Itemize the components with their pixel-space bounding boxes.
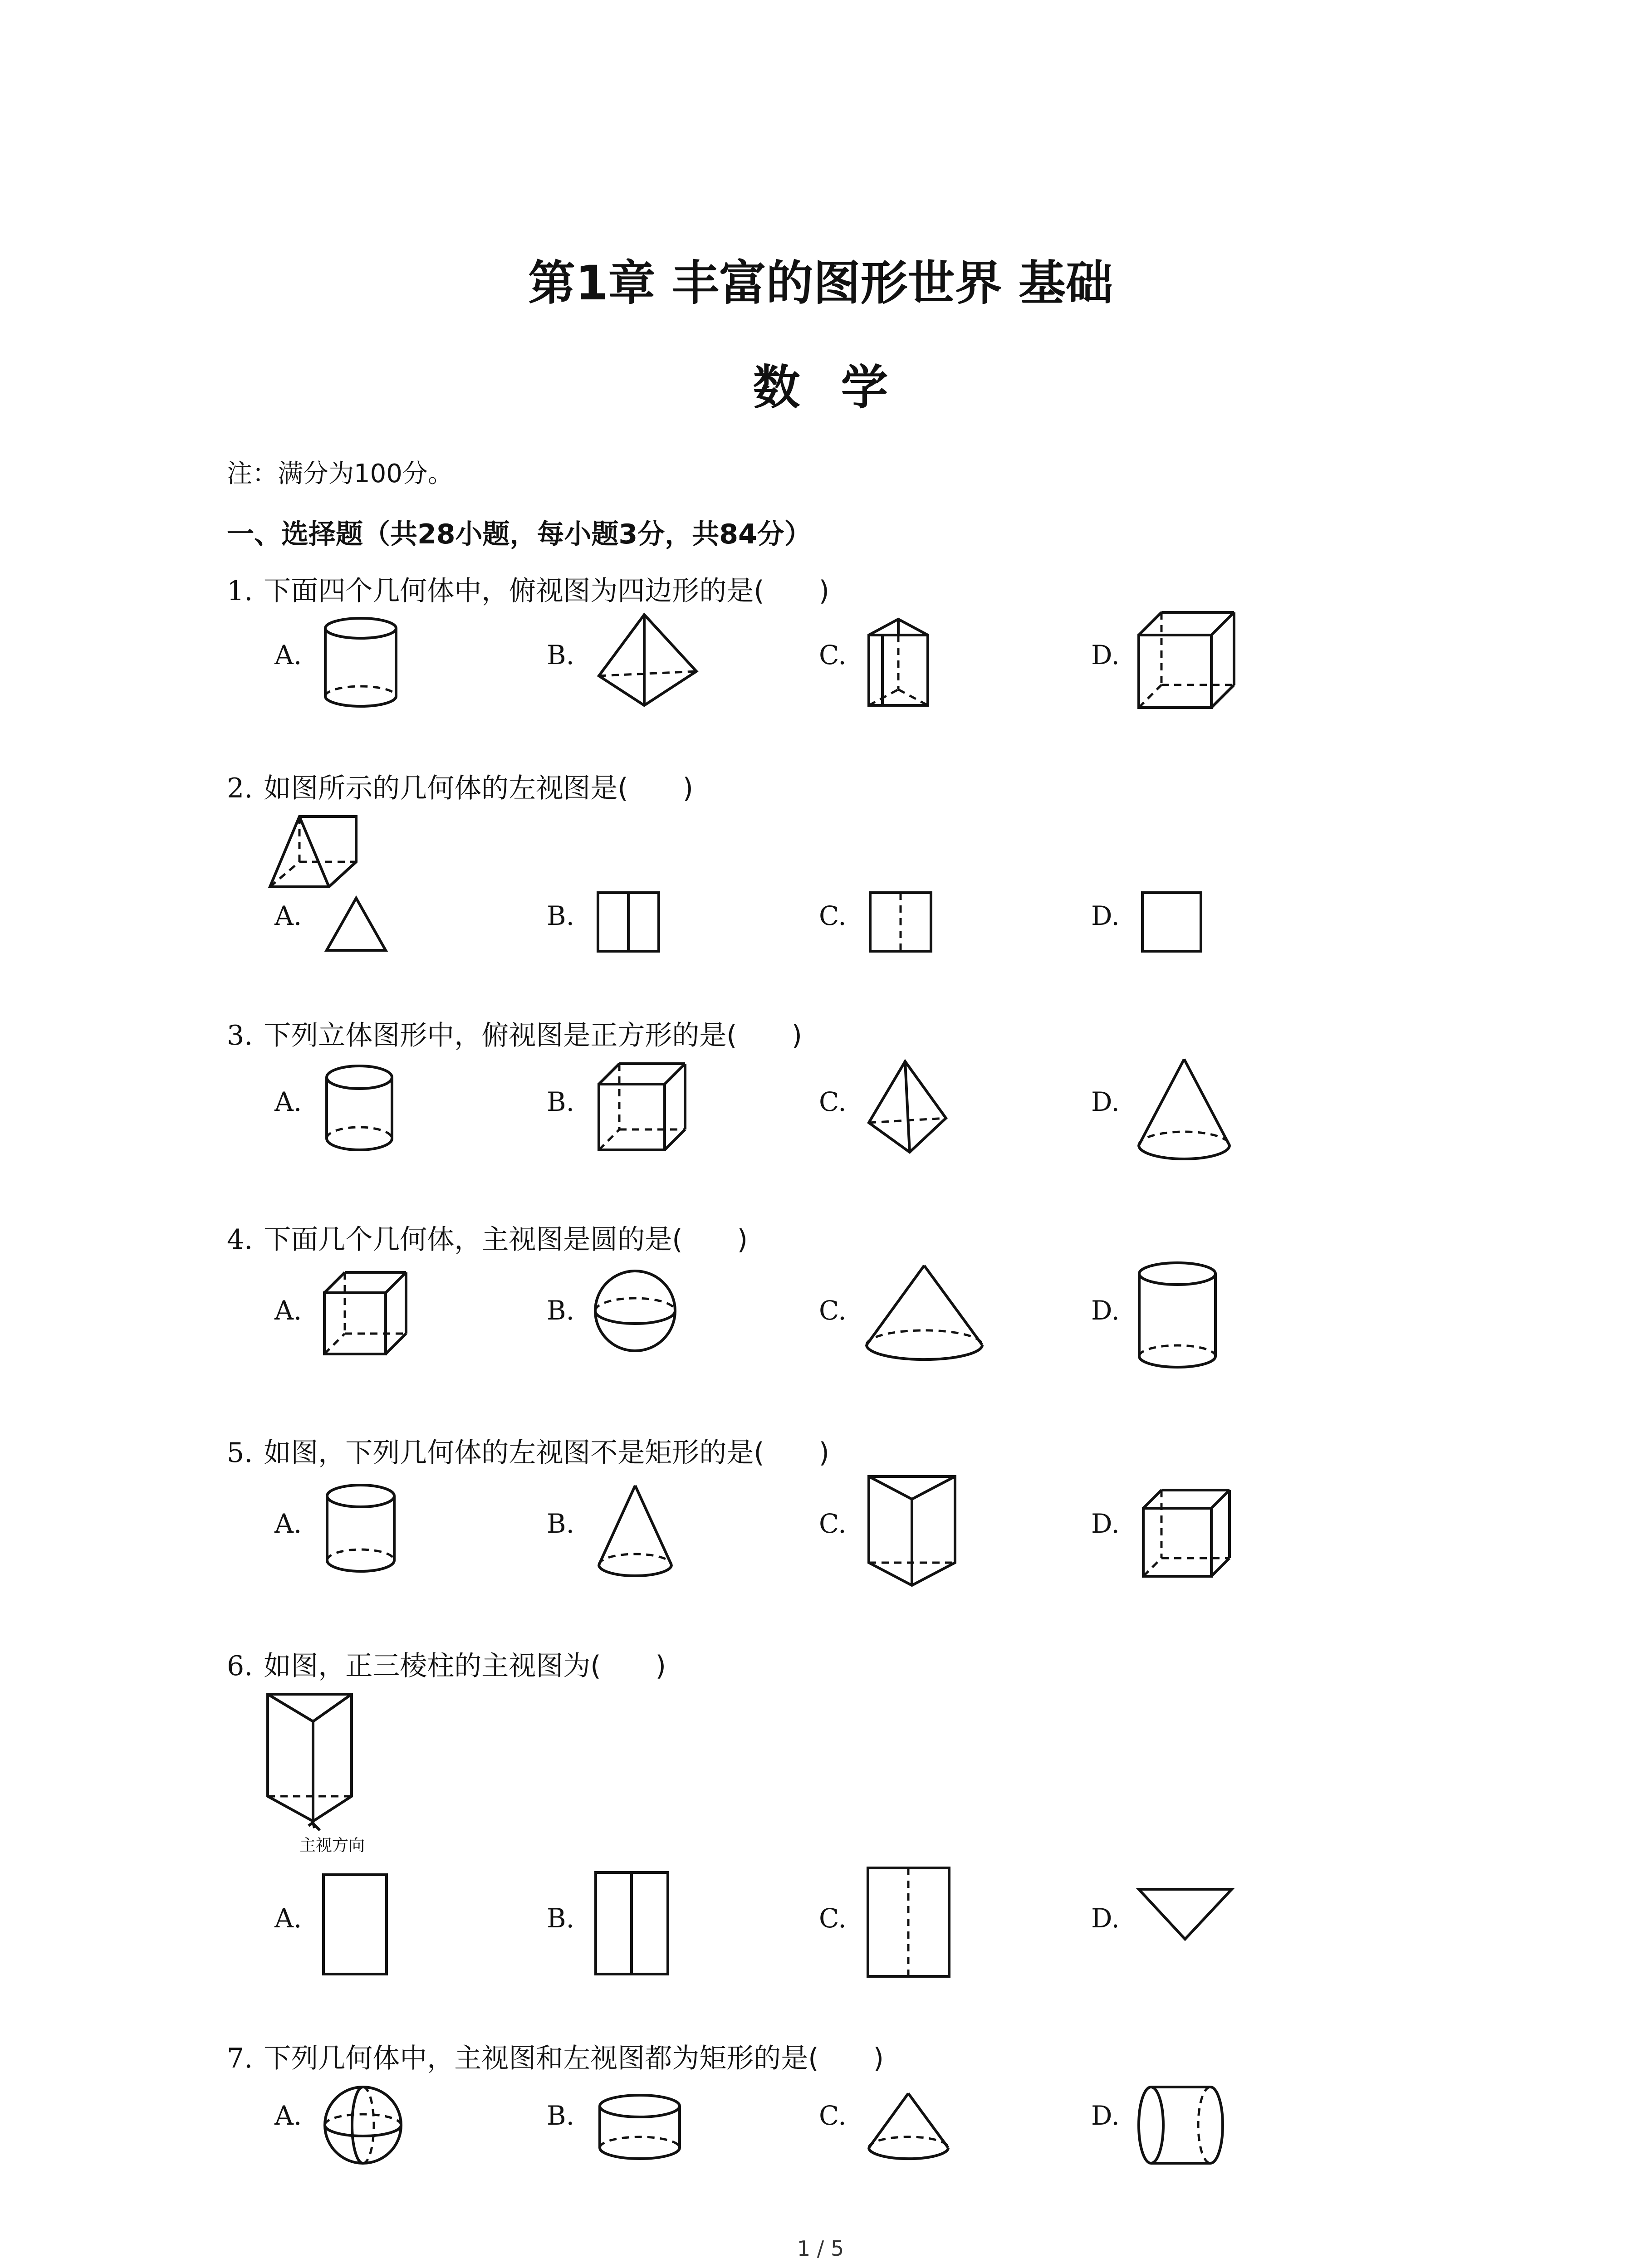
q7-option-d[interactable]: D. bbox=[1091, 2100, 1120, 2131]
page-number: 1 / 5 bbox=[797, 2236, 844, 2261]
question-5: 5. 如图，下列几何体的左视图不是矩形的是( ) bbox=[227, 1437, 830, 1469]
question-7: 7. 下列几何体中，主视图和左视图都为矩形的是( ) bbox=[227, 2043, 884, 2074]
q4-option-b[interactable]: B. bbox=[547, 1295, 575, 1326]
q3-option-c[interactable]: C. bbox=[819, 1086, 847, 1117]
q5-option-d[interactable]: D. bbox=[1091, 1508, 1120, 1539]
triangular-prism-figure bbox=[867, 617, 930, 708]
question-2-text: 如图所示的几何体的左视图是( ) bbox=[264, 772, 694, 804]
q6-rect-view bbox=[322, 1873, 388, 1975]
cylinder-figure bbox=[322, 617, 399, 708]
q5-cone-figure bbox=[597, 1483, 674, 1579]
q4-cone-figure bbox=[864, 1263, 985, 1363]
q6-option-b[interactable]: B. bbox=[547, 1903, 575, 1934]
q4-cube-figure bbox=[322, 1270, 408, 1356]
question-6-text: 如图，正三棱柱的主视图为( ) bbox=[264, 1650, 666, 1682]
rect-dashed-divider-view bbox=[869, 891, 932, 953]
q3-cylinder-figure bbox=[324, 1064, 395, 1152]
question-5-text: 如图，下列几何体的左视图不是矩形的是( ) bbox=[264, 1437, 830, 1469]
q5-option-c[interactable]: C. bbox=[819, 1508, 847, 1539]
question-4-text: 下面几个几何体，主视图是圆的是( ) bbox=[264, 1224, 748, 1256]
q1-option-b[interactable]: B. bbox=[547, 640, 575, 670]
q7-horizontal-cylinder-figure bbox=[1136, 2084, 1225, 2166]
cube-figure bbox=[1136, 610, 1236, 710]
question-2: 2. 如图所示的几何体的左视图是( ) bbox=[227, 772, 694, 804]
q2-option-c[interactable]: C. bbox=[819, 900, 847, 931]
question-6: 6. 如图，正三棱柱的主视图为( ) bbox=[227, 1650, 666, 1682]
question-3: 3. 下列立体图形中，俯视图是正方形的是( ) bbox=[227, 1020, 803, 1051]
q3-cone-figure bbox=[1136, 1057, 1232, 1161]
q5-cylinder-figure bbox=[324, 1483, 397, 1574]
question-7-text: 下列几何体中，主视图和左视图都为矩形的是( ) bbox=[264, 2043, 884, 2074]
q7-sphere-figure bbox=[322, 2084, 404, 2166]
q7-cone-figure bbox=[867, 2091, 950, 2164]
q2-option-a[interactable]: A. bbox=[274, 900, 302, 931]
question-1-text: 下面四个几何体中，俯视图为四边形的是( ) bbox=[264, 575, 830, 607]
score-note: 注：满分为100分。 bbox=[227, 459, 453, 489]
q5-cube-figure bbox=[1141, 1488, 1232, 1579]
q5-prism-figure bbox=[867, 1474, 957, 1588]
q7-option-a[interactable]: A. bbox=[274, 2100, 302, 2131]
q7-option-c[interactable]: C. bbox=[819, 2100, 847, 2131]
q3-cube-figure bbox=[597, 1061, 687, 1152]
section-heading: 一、选择题（共28小题，每小题3分，共84分） bbox=[227, 518, 812, 550]
q6-option-a[interactable]: A. bbox=[274, 1903, 302, 1934]
q4-option-a[interactable]: A. bbox=[274, 1295, 302, 1326]
q6-inverted-triangle-view bbox=[1136, 1887, 1234, 1941]
q6-prism-figure bbox=[265, 1692, 356, 1833]
q2-prism-figure bbox=[268, 814, 358, 891]
q4-option-c[interactable]: C. bbox=[819, 1295, 847, 1326]
q6-option-d[interactable]: D. bbox=[1091, 1903, 1120, 1934]
q4-cylinder-figure bbox=[1136, 1261, 1218, 1370]
triangle-view bbox=[324, 896, 388, 953]
document-subtitle: 数学 bbox=[753, 360, 929, 415]
q6-rect-dashed-divider-view bbox=[867, 1867, 950, 1978]
direction-label: 主视方向 bbox=[299, 1836, 365, 1855]
document-title: 第1章 丰富的图形世界 基础 bbox=[528, 255, 1113, 311]
q3-option-b[interactable]: B. bbox=[547, 1086, 575, 1117]
q4-sphere-figure bbox=[592, 1268, 678, 1354]
q4-option-d[interactable]: D. bbox=[1091, 1295, 1120, 1326]
q5-option-a[interactable]: A. bbox=[274, 1508, 302, 1539]
q3-pyramid-figure bbox=[867, 1059, 948, 1154]
question-3-text: 下列立体图形中，俯视图是正方形的是( ) bbox=[264, 1020, 803, 1051]
question-4: 4. 下面几个几何体，主视图是圆的是( ) bbox=[227, 1224, 748, 1256]
q6-option-c[interactable]: C. bbox=[819, 1903, 847, 1934]
q7-cylinder-figure bbox=[597, 2093, 683, 2161]
q3-option-a[interactable]: A. bbox=[274, 1086, 302, 1117]
tetrahedron-figure bbox=[594, 612, 699, 708]
q3-option-d[interactable]: D. bbox=[1091, 1086, 1120, 1117]
q1-option-a[interactable]: A. bbox=[274, 640, 302, 670]
q5-option-b[interactable]: B. bbox=[547, 1508, 575, 1539]
rect-solid-divider-view bbox=[597, 891, 660, 953]
q1-option-c[interactable]: C. bbox=[819, 640, 847, 670]
q7-option-b[interactable]: B. bbox=[547, 2100, 575, 2131]
q1-option-d[interactable]: D. bbox=[1091, 640, 1120, 670]
q6-rect-solid-divider-view bbox=[594, 1871, 669, 1975]
q2-option-d[interactable]: D. bbox=[1091, 900, 1120, 931]
square-view bbox=[1141, 891, 1202, 953]
q2-option-b[interactable]: B. bbox=[547, 900, 575, 931]
question-1: 1. 下面四个几何体中，俯视图为四边形的是( ) bbox=[227, 575, 830, 607]
